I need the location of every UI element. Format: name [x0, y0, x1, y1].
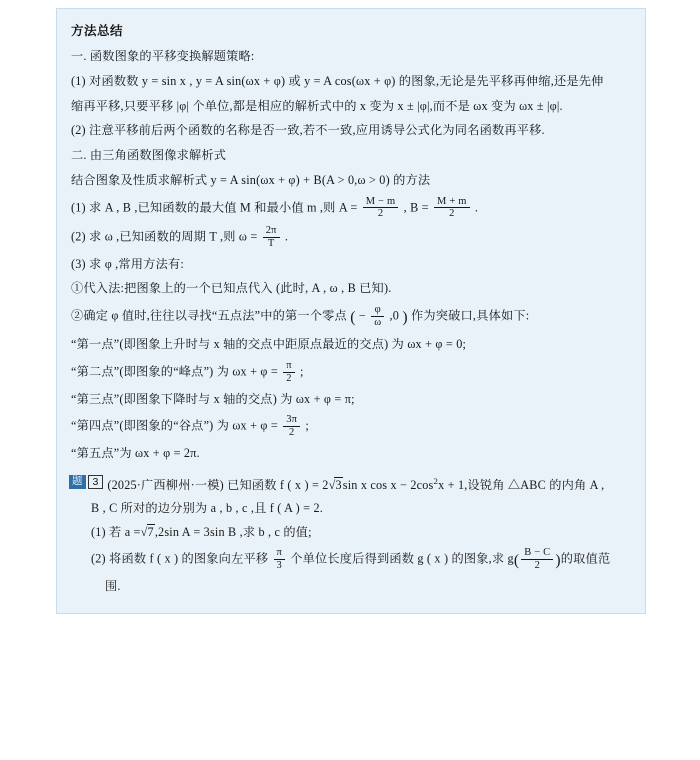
problem-stem-row [69, 474, 633, 496]
problem-stem-pre: (2025·广西柳州·一模) 已知函数 f ( x ) = 2 [107, 477, 329, 492]
sqrt-7: √7 [140, 525, 154, 540]
minus-sign: − [358, 308, 366, 323]
section-2-item-1-text-mid: , B = [403, 199, 429, 214]
question-2-post: 的取值范 [560, 551, 611, 566]
method-circled-2-post: 作为突破口,具体如下: [411, 308, 530, 323]
fraction-offset-denominator: 2 [449, 208, 455, 220]
section-1-item-2: (2) 注意平移前后两个函数的名称是否一致,若不一致,应用诱导公式化为同名函数再平移. [71, 123, 545, 138]
section-2-heading: 二. 由三角函数图像求解析式 [71, 148, 227, 163]
section-2-item-1-text-end: . [474, 199, 479, 214]
g-right-paren: ) [555, 552, 561, 570]
five-point-4-end: ; [305, 418, 309, 433]
fraction-phi-over-omega [371, 304, 384, 328]
fraction-omega [263, 225, 280, 249]
section-2-item-1 [71, 196, 633, 220]
fraction-3pi-over-2-numerator: 3π [283, 414, 300, 427]
fraction-bc-denominator: 2 [534, 559, 541, 571]
five-point-2-pre: “第二点”(即图象的“峰点”) 为 ωx + φ = [71, 364, 278, 379]
section-2-lead: 结合图象及性质求解析式 y = A sin(ωx + φ) + B(A > 0,ω > 0) 的方法 [71, 172, 431, 187]
method-circled-2 [71, 304, 633, 330]
section-2-item-2-text-pre: (2) 求 ω ,已知函数的周期 T ,则 ω = [71, 229, 258, 244]
sqrt-3: √3 [328, 477, 342, 492]
section-2-item-1-text-pre: (1) 求 A , B ,已知函数的最大值 M 和最小值 m ,则 A = [71, 199, 358, 214]
section-1-heading: 一. 函数图象的平移变换解题策略: [71, 49, 255, 63]
fraction-bc-numerator: B − C [521, 547, 553, 560]
right-paren: ) [402, 309, 408, 327]
five-point-3: “第三点”(即图象下降时与 x 轴的交点) 为 ωx + φ = π; [71, 391, 355, 406]
method-summary-panel [56, 8, 646, 614]
fraction-pi-over-3 [274, 547, 286, 571]
section-2-item-3: (3) 求 φ ,常用方法有: [71, 256, 184, 271]
section-1-item-1-line-2: 缩再平移,只要平移 |φ| 个单位,都是相应的解析式中的 x 变为 x ± |φ|,而不是 ωx 变为 ωx ± |φ|. [71, 98, 563, 113]
fraction-pi-over-2-numerator: π [283, 360, 295, 373]
problem-stem-line-1 [107, 474, 604, 496]
question-1-pre: (1) 若 a = [91, 525, 141, 540]
problem-question-1 [91, 523, 633, 543]
problem-stem-post: x + 1,设锐角 △ABC 的内角 A , [438, 477, 605, 492]
fraction-pi-over-2-denominator: 2 [286, 372, 292, 384]
sqrt-7-radicand: 7 [147, 525, 154, 540]
problem-tag [69, 475, 103, 490]
fraction-3pi-over-2 [283, 414, 300, 438]
problem-tag-number: 3 [88, 475, 104, 490]
fraction-pi-over-3-denominator: 3 [276, 559, 282, 571]
fraction-phi-numerator: φ [371, 304, 384, 317]
left-paren: ( [350, 309, 356, 327]
fraction-b-minus-c-over-2 [521, 547, 553, 571]
problem-question-2 [91, 547, 633, 573]
fraction-3pi-over-2-denominator: 2 [288, 427, 295, 439]
five-point-2 [71, 360, 633, 384]
problem-stem-line-2: B , C 所对的边分别为 a , b , c ,且 f ( A ) = 2. [91, 501, 324, 516]
sqrt-3-radicand: 3 [335, 477, 342, 492]
fraction-amplitude-denominator: 2 [377, 208, 384, 220]
fraction-phi-denominator: ω [374, 316, 382, 328]
method-circled-1: ①代入法:把图象上的一个已知点代入 (此时, A , ω , B 已知). [71, 281, 392, 296]
section-2-item-2-text-end: . [284, 229, 289, 244]
method-circled-2-pre: ②确定 φ 值时,往往以寻找“五点法”中的第一个零点 [71, 308, 347, 323]
five-point-4 [71, 414, 633, 438]
five-point-4-pre: “第四点”(即图象的“谷点”) 为 ωx + φ = [71, 418, 278, 433]
question-2-mid: 个单位长度后得到函数 g ( x ) 的图象,求 g [290, 551, 514, 566]
fraction-offset [434, 196, 470, 220]
fraction-omega-numerator: 2π [263, 225, 280, 238]
fraction-pi-over-2 [283, 360, 295, 384]
fraction-pi-over-3-numerator: π [274, 547, 286, 560]
problem-stem-mid: sin x cos x − 2cos [342, 477, 434, 492]
panel-title: 方法总结 [71, 24, 124, 38]
problem-question-2-tail: 围. [105, 579, 121, 594]
cos-exponent: 2 [433, 475, 439, 486]
g-left-paren: ( [513, 552, 520, 570]
fraction-amplitude-numerator: M − m [363, 196, 399, 209]
five-point-5: “第五点”为 ωx + φ = 2π. [71, 445, 200, 460]
five-point-2-end: ; [299, 364, 304, 379]
problem-block [69, 474, 633, 597]
fraction-omega-denominator: T [267, 237, 275, 249]
question-2-pre: (2) 将函数 f ( x ) 的图象向左平移 [91, 551, 269, 566]
section-2-item-2 [71, 225, 633, 249]
section-1-item-1-line-1: (1) 对函数数 y = sin x , y = A sin(ωx + φ) 或 y = A cos(ωx + φ) 的图象,无论是先平移再伸缩,还是先伸 [71, 73, 604, 88]
problem-tag-label: 题 [69, 475, 86, 489]
fraction-offset-numerator: M + m [434, 196, 470, 209]
question-1-post: ,2sin A = 3sin B ,求 b , c 的值; [154, 525, 312, 540]
five-point-1: “第一点”(即图象上升时与 x 轴的交点中距原点最近的交点) 为 ωx + φ = 0; [71, 337, 467, 352]
comma-zero: ,0 [389, 308, 400, 323]
fraction-amplitude [363, 196, 399, 220]
